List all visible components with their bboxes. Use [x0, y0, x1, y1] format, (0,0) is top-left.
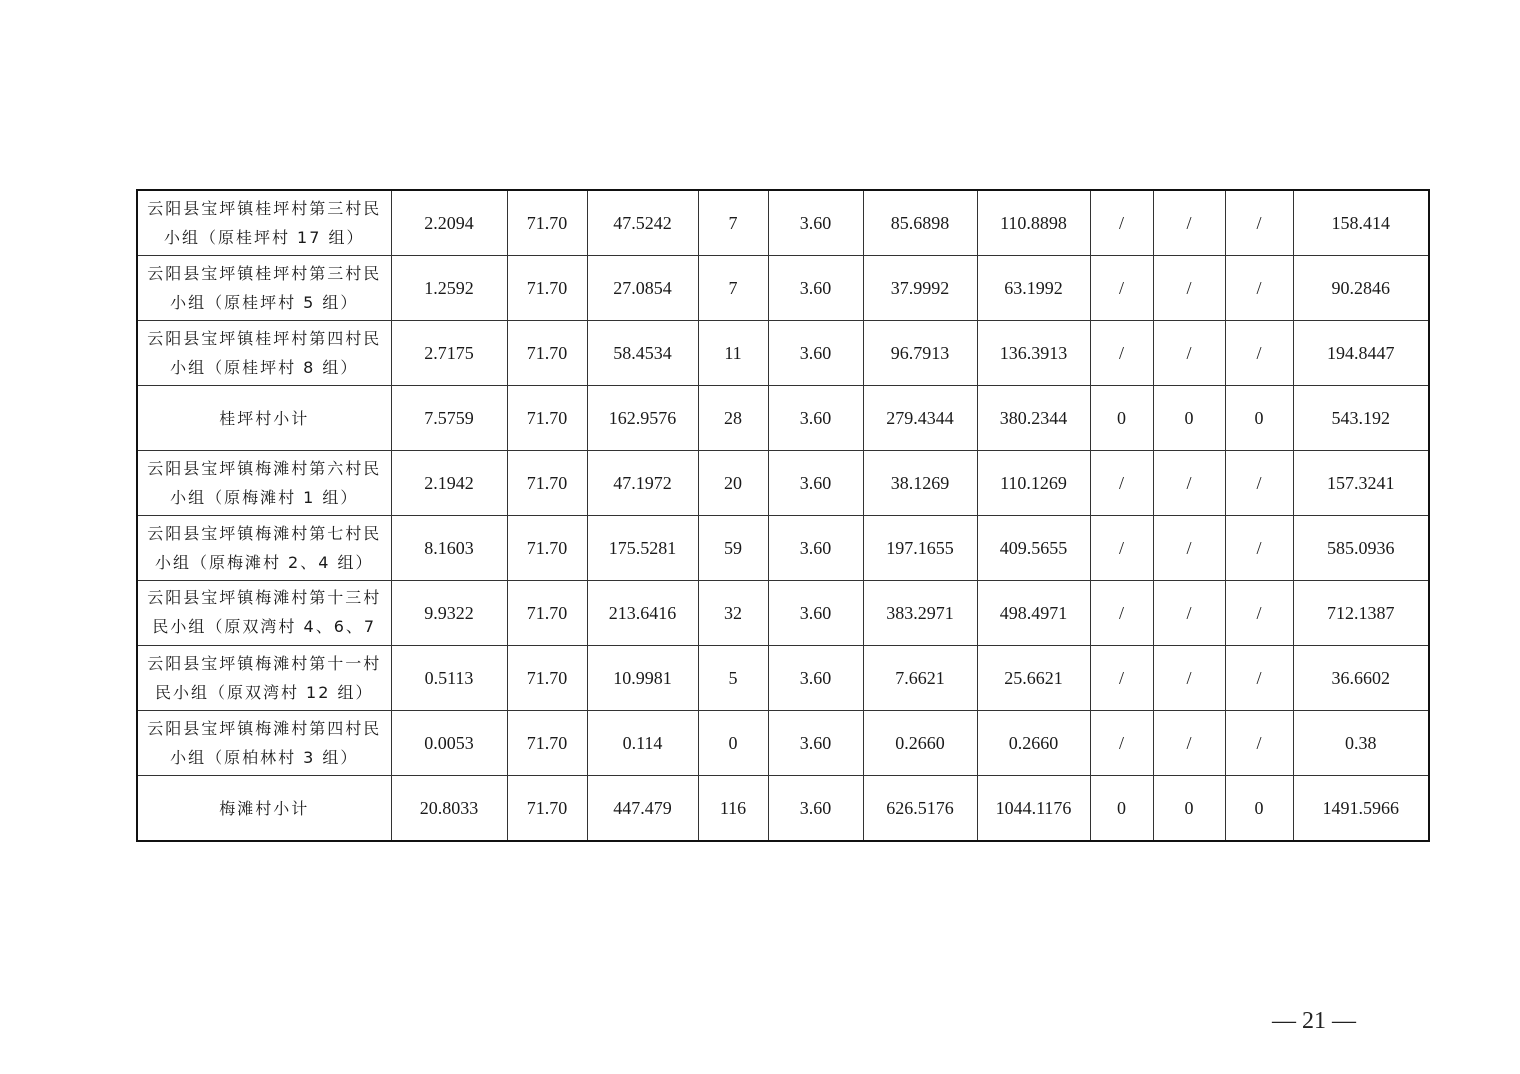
page-number: — 21 — [1272, 1008, 1356, 1034]
row-name: 云阳县宝坪镇桂坪村第三村民小组（原桂坪村 17 组） [147, 199, 382, 247]
table-row [137, 256, 1429, 321]
table-cell: 37.9992 [863, 256, 977, 321]
table-cell: 380.2344 [977, 386, 1090, 451]
row-name-cell [137, 321, 391, 386]
table-cell: 0.5113 [391, 646, 507, 711]
table-cell: / [1090, 256, 1153, 321]
table-cell: 7 [698, 190, 768, 256]
table-cell: 3.60 [768, 256, 863, 321]
table-cell: 0.38 [1293, 711, 1429, 776]
table-cell: 3.60 [768, 516, 863, 581]
table-cell: / [1153, 190, 1225, 256]
table-cell: / [1225, 581, 1293, 646]
table-cell: 71.70 [507, 646, 587, 711]
table-cell: 1491.5966 [1293, 776, 1429, 842]
table-cell: 0 [698, 711, 768, 776]
table-cell: 38.1269 [863, 451, 977, 516]
table-cell: 71.70 [507, 581, 587, 646]
table-row [137, 386, 1429, 451]
table-cell: 157.3241 [1293, 451, 1429, 516]
table-cell: 110.8898 [977, 190, 1090, 256]
table-cell: / [1090, 190, 1153, 256]
table-cell: 0 [1225, 386, 1293, 451]
table-cell: / [1090, 581, 1153, 646]
row-name-cell [137, 516, 391, 581]
table-cell: 20.8033 [391, 776, 507, 842]
row-name-cell [137, 711, 391, 776]
table-cell: 3.60 [768, 581, 863, 646]
table-cell: 8.1603 [391, 516, 507, 581]
table-cell: / [1225, 190, 1293, 256]
table-cell: 0 [1225, 776, 1293, 842]
table-cell: 3.60 [768, 451, 863, 516]
table-cell: 71.70 [507, 386, 587, 451]
table-cell: 20 [698, 451, 768, 516]
table-row [137, 776, 1429, 842]
table-cell: 3.60 [768, 776, 863, 842]
table-cell: 0.2660 [863, 711, 977, 776]
table-cell: 71.70 [507, 516, 587, 581]
table-cell: 498.4971 [977, 581, 1090, 646]
table-cell: 2.2094 [391, 190, 507, 256]
row-name-cell [137, 776, 391, 842]
row-name: 云阳县宝坪镇梅滩村第六村民小组（原梅滩村 1 组） [147, 459, 382, 507]
table-cell: 71.70 [507, 776, 587, 842]
table-cell: 0 [1090, 776, 1153, 842]
table-cell: 626.5176 [863, 776, 977, 842]
table-cell: 90.2846 [1293, 256, 1429, 321]
row-name: 云阳县宝坪镇梅滩村第七村民小组（原梅滩村 2、4 组） [147, 524, 382, 572]
table-cell: 712.1387 [1293, 581, 1429, 646]
table-cell: 3.60 [768, 321, 863, 386]
table-cell: 11 [698, 321, 768, 386]
table-cell: 0 [1153, 386, 1225, 451]
row-name: 云阳县宝坪镇桂坪村第三村民小组（原桂坪村 5 组） [147, 264, 382, 312]
table-cell: 7 [698, 256, 768, 321]
table-cell: / [1153, 711, 1225, 776]
table-cell: 58.4534 [587, 321, 698, 386]
table-cell: 585.0936 [1293, 516, 1429, 581]
table-cell: 0.0053 [391, 711, 507, 776]
table-cell: / [1225, 646, 1293, 711]
table-cell: 197.1655 [863, 516, 977, 581]
table-cell: 47.5242 [587, 190, 698, 256]
table-cell: 110.1269 [977, 451, 1090, 516]
row-name: 云阳县宝坪镇梅滩村第四村民小组（原柏林村 3 组） [147, 719, 382, 767]
row-name: 云阳县宝坪镇梅滩村第十三村民小组（原双湾村 4、6、7 [147, 588, 382, 636]
table-cell: / [1153, 321, 1225, 386]
table-cell: 36.6602 [1293, 646, 1429, 711]
table-cell: / [1225, 516, 1293, 581]
table-cell: 409.5655 [977, 516, 1090, 581]
table-cell: 27.0854 [587, 256, 698, 321]
table-cell: 2.1942 [391, 451, 507, 516]
table-row [137, 321, 1429, 386]
table-cell: / [1153, 646, 1225, 711]
table-cell: 7.5759 [391, 386, 507, 451]
table-cell: 0 [1090, 386, 1153, 451]
table-cell: 175.5281 [587, 516, 698, 581]
table-row [137, 190, 1429, 256]
table-cell: 136.3913 [977, 321, 1090, 386]
table-cell: / [1090, 516, 1153, 581]
table-cell: / [1225, 451, 1293, 516]
row-name: 梅滩村小计 [219, 798, 310, 818]
table-row [137, 451, 1429, 516]
table-cell: 10.9981 [587, 646, 698, 711]
table-cell: / [1090, 646, 1153, 711]
compensation-table [136, 189, 1430, 842]
table-cell: 1044.1176 [977, 776, 1090, 842]
table-cell: 7.6621 [863, 646, 977, 711]
table-cell: / [1225, 321, 1293, 386]
table-cell: 71.70 [507, 711, 587, 776]
table-cell: 9.9322 [391, 581, 507, 646]
table-cell: 71.70 [507, 451, 587, 516]
table-cell: / [1090, 321, 1153, 386]
table-row [137, 516, 1429, 581]
table-cell: 71.70 [507, 190, 587, 256]
table-cell: 3.60 [768, 646, 863, 711]
table-cell: 59 [698, 516, 768, 581]
row-name-cell [137, 386, 391, 451]
row-name-cell [137, 190, 391, 256]
table-cell: 0.114 [587, 711, 698, 776]
table-cell: 47.1972 [587, 451, 698, 516]
table-cell: 3.60 [768, 711, 863, 776]
table-cell: / [1225, 711, 1293, 776]
table-cell: / [1225, 256, 1293, 321]
table-cell: 543.192 [1293, 386, 1429, 451]
table-row [137, 581, 1429, 646]
table-cell: 85.6898 [863, 190, 977, 256]
row-name-cell [137, 256, 391, 321]
table-cell: 0 [1153, 776, 1225, 842]
table-cell: 71.70 [507, 256, 587, 321]
table-cell: 1.2592 [391, 256, 507, 321]
row-name: 云阳县宝坪镇梅滩村第十一村民小组（原双湾村 12 组） [147, 654, 382, 702]
table-cell: 71.70 [507, 321, 587, 386]
table-cell: 383.2971 [863, 581, 977, 646]
table-cell: / [1153, 581, 1225, 646]
table-cell: 2.7175 [391, 321, 507, 386]
table-cell: 447.479 [587, 776, 698, 842]
table-cell: / [1153, 256, 1225, 321]
table-row [137, 711, 1429, 776]
table-cell: 63.1992 [977, 256, 1090, 321]
table-cell: 32 [698, 581, 768, 646]
row-name-cell [137, 451, 391, 516]
table-cell: 5 [698, 646, 768, 711]
table-cell: 158.414 [1293, 190, 1429, 256]
table-cell: 116 [698, 776, 768, 842]
table-cell: 0.2660 [977, 711, 1090, 776]
table-cell: 162.9576 [587, 386, 698, 451]
table-cell: 3.60 [768, 190, 863, 256]
table-cell: / [1153, 451, 1225, 516]
row-name: 云阳县宝坪镇桂坪村第四村民小组（原桂坪村 8 组） [147, 329, 382, 377]
table-cell: / [1090, 451, 1153, 516]
row-name-cell [137, 646, 391, 711]
table-cell: 25.6621 [977, 646, 1090, 711]
table-cell: 279.4344 [863, 386, 977, 451]
table-cell: / [1153, 516, 1225, 581]
table-cell: 194.8447 [1293, 321, 1429, 386]
table-cell: 28 [698, 386, 768, 451]
table-body [137, 190, 1429, 841]
row-name-cell [137, 581, 391, 646]
table-row [137, 646, 1429, 711]
row-name: 桂坪村小计 [219, 408, 310, 428]
table-cell: / [1090, 711, 1153, 776]
table-cell: 213.6416 [587, 581, 698, 646]
table-cell: 3.60 [768, 386, 863, 451]
table-cell: 96.7913 [863, 321, 977, 386]
